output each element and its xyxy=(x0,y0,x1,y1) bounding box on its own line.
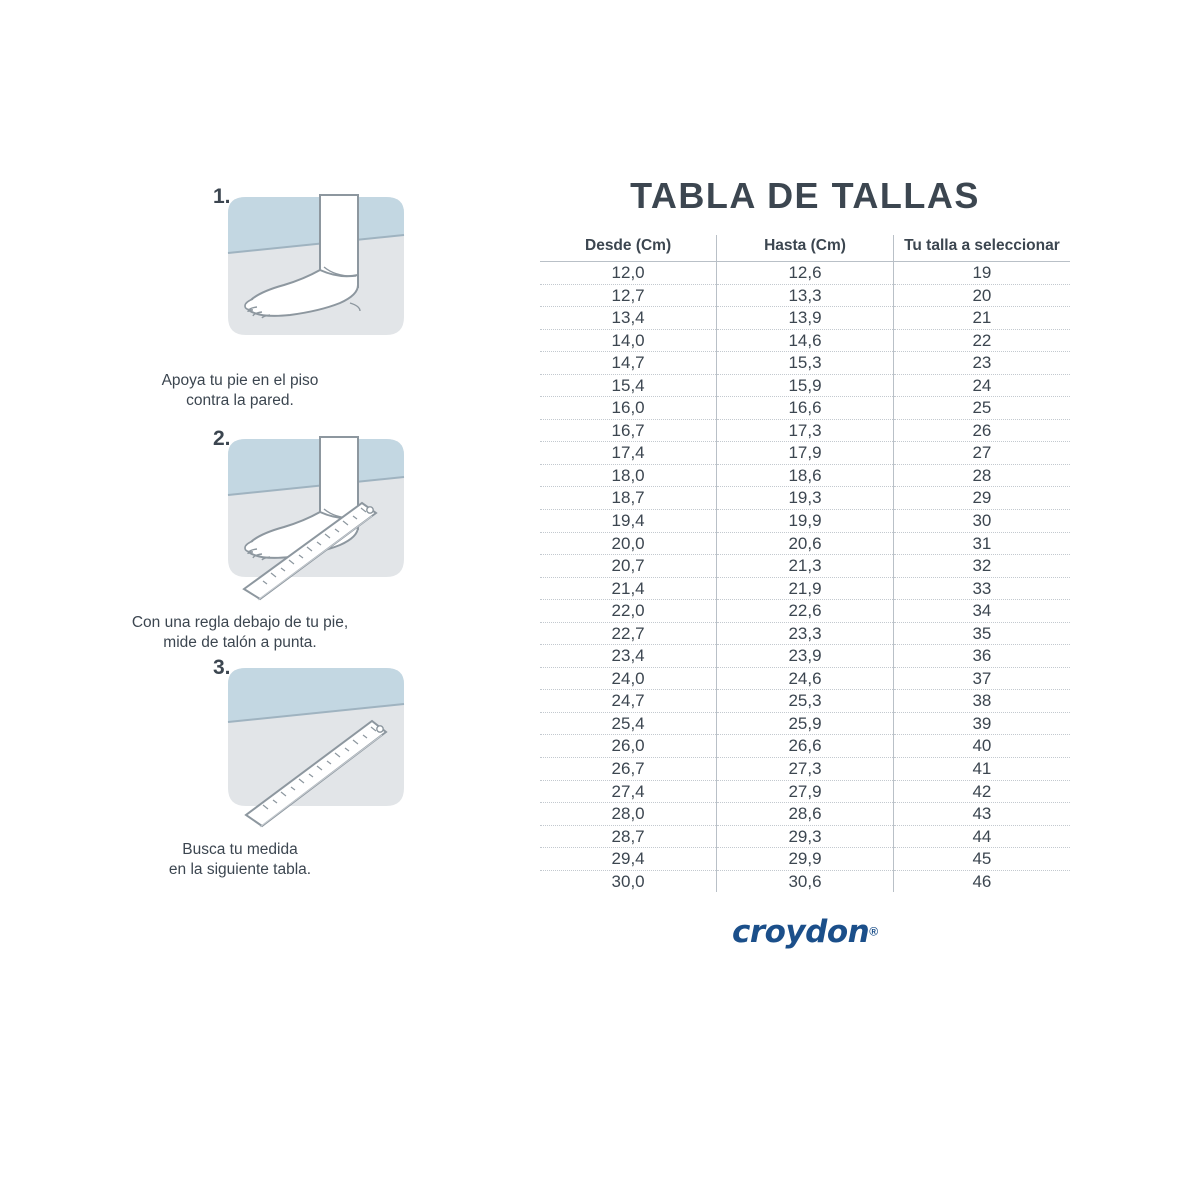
table-row xyxy=(540,374,1070,397)
table-row xyxy=(540,397,1070,420)
table-row xyxy=(540,622,1070,645)
cell-hasta: 17,9 xyxy=(717,442,894,465)
table-row xyxy=(540,870,1070,892)
cell-talla: 40 xyxy=(893,735,1070,758)
step-1-caption-line1: Apoya tu pie en el piso xyxy=(161,372,319,389)
cell-talla: 20 xyxy=(893,284,1070,307)
cell-talla: 21 xyxy=(893,307,1070,330)
table-row xyxy=(540,848,1070,871)
cell-hasta: 17,3 xyxy=(717,419,894,442)
steps-column xyxy=(0,0,470,1200)
step-3-illustration xyxy=(200,646,430,846)
step-3-caption-line2: en la siguiente tabla. xyxy=(168,860,312,878)
cell-hasta: 21,3 xyxy=(717,555,894,578)
step-1 xyxy=(0,175,470,411)
cell-hasta: 25,9 xyxy=(717,712,894,735)
cell-desde: 26,7 xyxy=(540,758,717,781)
cell-talla: 41 xyxy=(893,758,1070,781)
cell-hasta: 27,3 xyxy=(717,758,894,781)
cell-desde: 21,4 xyxy=(540,577,717,600)
cell-talla: 24 xyxy=(893,374,1070,397)
table-row xyxy=(540,667,1070,690)
size-table xyxy=(540,235,1070,892)
cell-talla: 23 xyxy=(893,352,1070,375)
table-row xyxy=(540,487,1070,510)
cell-talla: 33 xyxy=(893,577,1070,600)
cell-desde: 29,4 xyxy=(540,848,717,871)
step-2-caption-line1: Con una regla debajo de tu pie, xyxy=(131,614,349,632)
table-row xyxy=(540,690,1070,713)
column-header-hasta: Hasta (Cm) xyxy=(717,235,894,262)
cell-talla: 26 xyxy=(893,419,1070,442)
cell-hasta: 22,6 xyxy=(717,600,894,623)
table-row xyxy=(540,577,1070,600)
cell-talla: 28 xyxy=(893,464,1070,487)
cell-desde: 12,0 xyxy=(540,262,717,285)
table-row xyxy=(540,419,1070,442)
cell-hasta: 23,3 xyxy=(717,622,894,645)
cell-hasta: 15,9 xyxy=(717,374,894,397)
cell-talla: 42 xyxy=(893,780,1070,803)
cell-talla: 39 xyxy=(893,712,1070,735)
table-row xyxy=(540,600,1070,623)
step-1-caption-line2: contra la pared. xyxy=(186,392,294,410)
cell-desde: 13,4 xyxy=(540,307,717,330)
cell-talla: 32 xyxy=(893,555,1070,578)
cell-desde: 28,7 xyxy=(540,825,717,848)
cell-hasta: 19,3 xyxy=(717,487,894,510)
cell-hasta: 18,6 xyxy=(717,464,894,487)
cell-hasta: 28,6 xyxy=(717,803,894,826)
table-row xyxy=(540,510,1070,533)
table-row xyxy=(540,532,1070,555)
cell-desde: 19,4 xyxy=(540,510,717,533)
table-row xyxy=(540,555,1070,578)
cell-talla: 25 xyxy=(893,397,1070,420)
table-row xyxy=(540,284,1070,307)
cell-talla: 37 xyxy=(893,667,1070,690)
brand-logo xyxy=(470,914,1140,950)
table-row xyxy=(540,442,1070,465)
cell-hasta: 29,9 xyxy=(717,848,894,871)
size-table-body xyxy=(540,262,1070,893)
table-row xyxy=(540,307,1070,330)
table-row xyxy=(540,712,1070,735)
cell-hasta: 13,3 xyxy=(717,284,894,307)
cell-desde: 16,7 xyxy=(540,419,717,442)
cell-desde: 22,7 xyxy=(540,622,717,645)
step-1-illustration xyxy=(200,175,430,365)
cell-talla: 43 xyxy=(893,803,1070,826)
cell-desde: 25,4 xyxy=(540,712,717,735)
cell-desde: 26,0 xyxy=(540,735,717,758)
cell-hasta: 13,9 xyxy=(717,307,894,330)
cell-hasta: 23,9 xyxy=(717,645,894,668)
column-header-desde: Desde (Cm) xyxy=(540,235,717,262)
cell-desde: 28,0 xyxy=(540,803,717,826)
cell-hasta: 27,9 xyxy=(717,780,894,803)
step-1-number: 1. xyxy=(213,185,231,208)
cell-talla: 35 xyxy=(893,622,1070,645)
cell-talla: 44 xyxy=(893,825,1070,848)
cell-desde: 30,0 xyxy=(611,871,645,891)
cell-desde: 20,0 xyxy=(540,532,717,555)
table-row xyxy=(540,262,1070,285)
table-row xyxy=(540,464,1070,487)
cell-hasta: 14,6 xyxy=(717,329,894,352)
brand-name: croydon xyxy=(731,914,870,951)
step-3-caption xyxy=(0,840,470,880)
step-3-number: 3. xyxy=(213,655,231,679)
table-row xyxy=(540,645,1070,668)
brand-registered-mark: ® xyxy=(869,924,879,939)
step-2-caption-line2: mide de talón a punta. xyxy=(163,634,317,652)
cell-hasta: 12,6 xyxy=(717,262,894,285)
step-2-illustration xyxy=(200,417,430,607)
cell-desde: 17,4 xyxy=(540,442,717,465)
cell-desde: 23,4 xyxy=(540,645,717,668)
cell-talla: 38 xyxy=(893,690,1070,713)
table-row xyxy=(540,803,1070,826)
cell-desde: 14,0 xyxy=(540,329,717,352)
page-title: TABLA DE TALLAS xyxy=(630,175,980,216)
cell-talla: 22 xyxy=(893,329,1070,352)
cell-desde: 14,7 xyxy=(540,352,717,375)
table-row xyxy=(540,825,1070,848)
table-header-row xyxy=(540,235,1070,262)
cell-desde: 16,0 xyxy=(540,397,717,420)
cell-hasta: 29,3 xyxy=(717,825,894,848)
table-row xyxy=(540,780,1070,803)
cell-talla: 31 xyxy=(893,532,1070,555)
cell-desde: 18,0 xyxy=(540,464,717,487)
cell-desde: 15,4 xyxy=(540,374,717,397)
cell-hasta: 19,9 xyxy=(717,510,894,533)
step-2-number: 2. xyxy=(213,427,231,451)
cell-desde: 18,7 xyxy=(540,487,717,510)
cell-hasta: 16,6 xyxy=(717,397,894,420)
cell-talla: 36 xyxy=(893,645,1070,668)
table-row xyxy=(540,352,1070,375)
step-2 xyxy=(0,417,470,653)
cell-desde: 24,0 xyxy=(540,667,717,690)
cell-desde: 22,0 xyxy=(540,600,717,623)
table-row xyxy=(540,329,1070,352)
cell-hasta: 25,3 xyxy=(717,690,894,713)
step-1-caption xyxy=(0,371,470,411)
table-row xyxy=(540,735,1070,758)
table-row xyxy=(540,758,1070,781)
cell-hasta: 21,9 xyxy=(717,577,894,600)
cell-desde: 20,7 xyxy=(540,555,717,578)
cell-talla: 45 xyxy=(893,848,1070,871)
step-3-caption-line1: Busca tu medida xyxy=(182,840,298,858)
cell-hasta: 20,6 xyxy=(717,532,894,555)
column-header-talla: Tu talla a seleccionar xyxy=(893,235,1070,262)
cell-talla: 34 xyxy=(893,600,1070,623)
cell-desde: 12,7 xyxy=(540,284,717,307)
size-table-head xyxy=(540,235,1070,262)
cell-hasta: 30,6 xyxy=(717,870,894,892)
cell-desde: 27,4 xyxy=(540,780,717,803)
size-table-column xyxy=(470,0,1200,1200)
cell-talla: 46 xyxy=(893,870,1070,892)
cell-desde: 24,7 xyxy=(540,690,717,713)
cell-hasta: 26,6 xyxy=(717,735,894,758)
cell-talla: 19 xyxy=(893,262,1070,285)
cell-hasta: 15,3 xyxy=(717,352,894,375)
step-3 xyxy=(0,646,470,880)
cell-hasta: 24,6 xyxy=(717,667,894,690)
cell-talla: 30 xyxy=(893,510,1070,533)
cell-talla: 29 xyxy=(893,487,1070,510)
cell-talla: 27 xyxy=(893,442,1070,465)
